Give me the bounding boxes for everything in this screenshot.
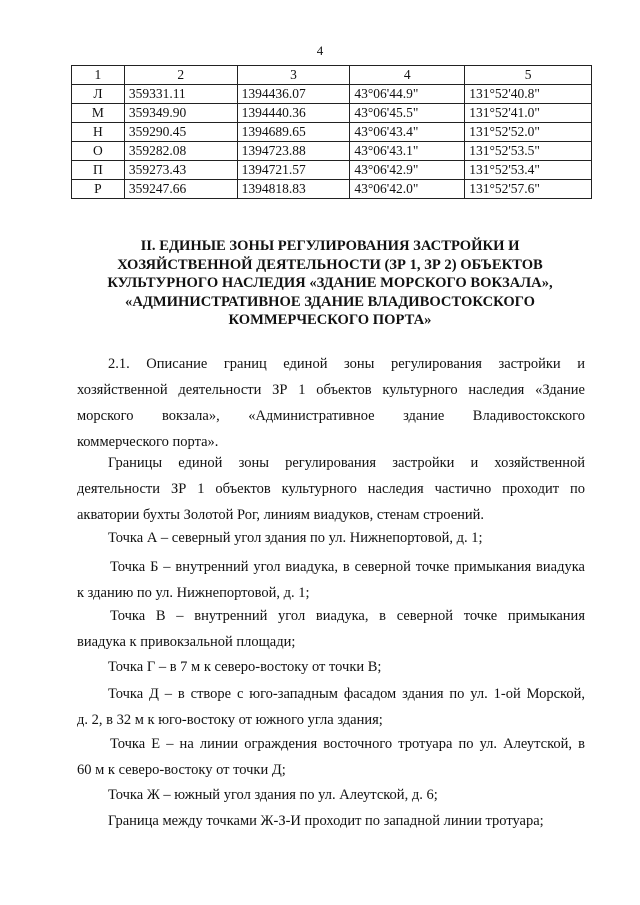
coordinates-table [71, 65, 592, 199]
latitude-cell: 43°06'43.4" [350, 123, 465, 142]
x-coordinate-cell: 359273.43 [124, 161, 237, 180]
y-coordinate-cell: 1394723.88 [237, 142, 350, 161]
column-header: 4 [350, 66, 465, 85]
longitude-cell: 131°52'41.0" [465, 104, 592, 123]
table-row [72, 142, 592, 161]
point-g-paragraph [77, 654, 585, 680]
latitude-cell: 43°06'45.5" [350, 104, 465, 123]
table-row [72, 161, 592, 180]
point-b-paragraph [77, 554, 585, 606]
text-line: коммерческого порта». [77, 434, 219, 450]
point-a-paragraph [77, 525, 585, 551]
paragraph-2-1-description [77, 351, 585, 455]
y-coordinate-cell: 1394818.83 [237, 180, 350, 199]
section-title-line: КОММЕРЧЕСКОГО ПОРТА» [228, 312, 432, 328]
column-header: 5 [465, 66, 592, 85]
latitude-cell: 43°06'42.0" [350, 180, 465, 199]
text-line: Точка Е – на линии ограждения восточного тротуара по ул. Алеутской, в [110, 736, 585, 752]
text-line: хозяйственной деятельности ЗР 1 объектов культурного наследия «Здание [77, 382, 585, 398]
section-title-line: ХОЗЯЙСТВЕННОЙ ДЕЯТЕЛЬНОСТИ (ЗР 1, ЗР 2) ОБЪЕКТОВ [117, 256, 543, 273]
page-number: 4 [316, 43, 324, 58]
text-line: Точка А – северный угол здания по ул. Нижнепортовой, д. 1; [108, 530, 483, 546]
point-label-cell: Л [72, 85, 125, 104]
longitude-cell: 131°52'53.4" [465, 161, 592, 180]
text-line: акватории бухты Золотой Рог, линиям виадуков, стенам строений. [77, 507, 485, 523]
column-header: 3 [237, 66, 350, 85]
text-line: виадука к привокзальной площади; [77, 634, 296, 650]
text-line: к зданию по ул. Нижнепортовой, д. 1; [77, 585, 310, 601]
table-row [72, 85, 592, 104]
text-line: деятельности ЗР 1 объектов культурного наследия частично проходит по [77, 481, 585, 497]
table-row [72, 123, 592, 142]
y-coordinate-cell: 1394440.36 [237, 104, 350, 123]
text-line: Точка Ж – южный угол здания по ул. Алеутской, д. 6; [108, 787, 438, 803]
point-label-cell: П [72, 161, 125, 180]
x-coordinate-cell: 359331.11 [124, 85, 237, 104]
section-title [80, 237, 580, 330]
longitude-cell: 131°52'52.0" [465, 123, 592, 142]
point-v-paragraph [77, 603, 585, 655]
paragraph-zone-boundaries [77, 450, 585, 528]
y-coordinate-cell: 1394689.65 [237, 123, 350, 142]
point-label-cell: О [72, 142, 125, 161]
text-line: Точка Д – в створе с юго-западным фасадом здания по ул. 1-ой Морской, [108, 686, 585, 702]
section-title-line: КУЛЬТУРНОГО НАСЛЕДИЯ «ЗДАНИЕ МОРСКОГО ВОКЗАЛА», [107, 275, 553, 291]
text-line: 60 м к северо-востоку от точки Д; [77, 762, 286, 778]
section-title-line: II. ЕДИНЫЕ ЗОНЫ РЕГУЛИРОВАНИЯ ЗАСТРОЙКИ И [140, 238, 520, 254]
x-coordinate-cell: 359247.66 [124, 180, 237, 199]
x-coordinate-cell: 359290.45 [124, 123, 237, 142]
table-row [72, 180, 592, 199]
text-line: д. 2, в 32 м к юго-востоку от южного угла здания; [77, 712, 383, 728]
column-header: 2 [124, 66, 237, 85]
text-line: 2.1. Описание границ единой зоны регулирования застройки и [108, 356, 585, 372]
text-line: Границы единой зоны регулирования застройки и хозяйственной [108, 455, 585, 471]
latitude-cell: 43°06'44.9" [350, 85, 465, 104]
longitude-cell: 131°52'57.6" [465, 180, 592, 199]
text-line: Точка Г – в 7 м к северо-востоку от точки В; [108, 659, 382, 675]
x-coordinate-cell: 359349.90 [124, 104, 237, 123]
point-label-cell: Р [72, 180, 125, 199]
latitude-cell: 43°06'42.9" [350, 161, 465, 180]
table-row [72, 104, 592, 123]
y-coordinate-cell: 1394721.57 [237, 161, 350, 180]
border-zh-z-i-paragraph [77, 808, 585, 834]
text-line: Точка В – внутренний угол виадука, в северной точке примыкания [110, 608, 585, 624]
latitude-cell: 43°06'43.1" [350, 142, 465, 161]
column-header: 1 [72, 66, 125, 85]
longitude-cell: 131°52'53.5" [465, 142, 592, 161]
table-header-row [72, 66, 592, 85]
longitude-cell: 131°52'40.8" [465, 85, 592, 104]
x-coordinate-cell: 359282.08 [124, 142, 237, 161]
point-label-cell: Н [72, 123, 125, 142]
text-line: морского вокзала», «Административное здание Владивостокского [77, 408, 585, 424]
text-line: Граница между точками Ж-З-И проходит по западной линии тротуара; [108, 813, 544, 829]
point-d-paragraph [77, 681, 585, 733]
point-e-paragraph [77, 731, 585, 783]
section-title-line: «АДМИНИСТРАТИВНОЕ ЗДАНИЕ ВЛАДИВОСТОКСКОГО [125, 293, 535, 310]
point-zh-paragraph [77, 782, 585, 808]
point-label-cell: М [72, 104, 125, 123]
y-coordinate-cell: 1394436.07 [237, 85, 350, 104]
text-line: Точка Б – внутренний угол виадука, в северной точке примыкания виадука [110, 559, 585, 575]
